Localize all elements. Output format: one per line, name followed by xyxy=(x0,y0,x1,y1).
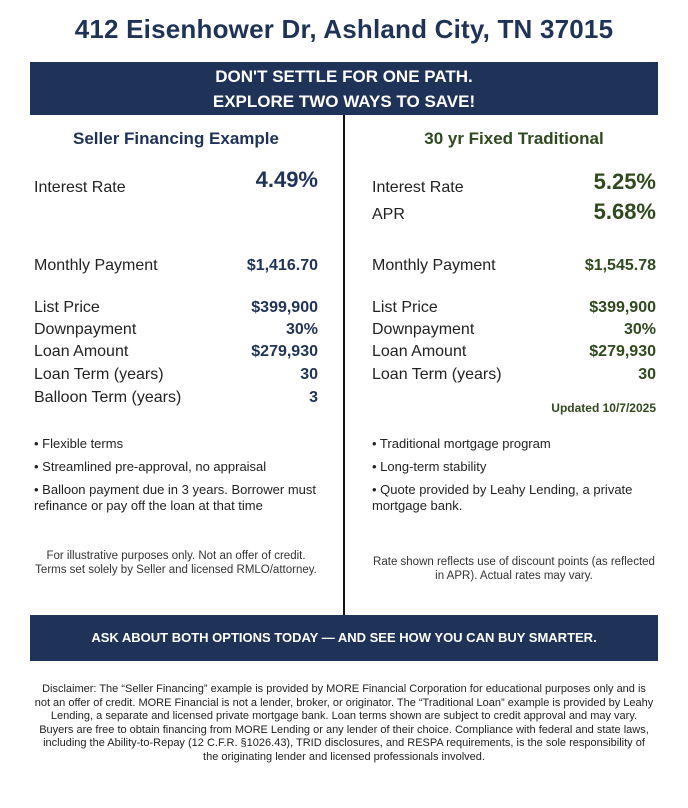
left-monthly-row xyxy=(34,255,318,277)
list-item: • Balloon payment due in 3 years. Borrower must refinance or pay off the loan at that time xyxy=(34,482,317,513)
right-loan-label: Loan Amount xyxy=(372,343,467,360)
right-apr-value: 5.68% xyxy=(593,199,656,224)
banner-line-1: DON'T SETTLE FOR ONE PATH. xyxy=(215,67,473,86)
left-term-label: Loan Term (years) xyxy=(34,366,164,383)
right-term-row xyxy=(372,364,656,386)
left-list-value: $399,900 xyxy=(251,299,318,316)
list-item: • Streamlined pre-approval, no appraisal xyxy=(34,459,267,474)
list-item: • Traditional mortgage program xyxy=(372,436,551,451)
left-interest-label: Interest Rate xyxy=(34,179,126,196)
right-interest-row xyxy=(372,169,656,199)
left-monthly-value: $1,416.70 xyxy=(246,257,318,274)
top-banner xyxy=(30,62,658,115)
left-monthly-label: Monthly Payment xyxy=(34,257,158,274)
updated-date: Updated 10/7/2025 xyxy=(551,401,656,415)
right-list-label: List Price xyxy=(372,299,438,316)
right-apr-label: APR xyxy=(372,206,405,223)
right-loan-value: $279,930 xyxy=(589,343,656,360)
banner-line-2: EXPLORE TWO WAYS TO SAVE! xyxy=(212,92,476,111)
right-list-value: $399,900 xyxy=(589,299,656,316)
right-monthly-label: Monthly Payment xyxy=(372,257,496,274)
left-bullet-list xyxy=(34,436,318,521)
left-term-row xyxy=(34,364,318,386)
right-list-row xyxy=(372,297,656,319)
traditional-heading: 30 yr Fixed Traditional xyxy=(424,129,604,148)
right-interest-label: Interest Rate xyxy=(372,179,464,196)
footer-banner: ASK ABOUT BOTH OPTIONS TODAY — AND SEE HOW YOU CAN BUY SMARTER. xyxy=(30,615,658,661)
left-list-label: List Price xyxy=(34,299,100,316)
left-interest-row xyxy=(34,167,318,196)
right-bullet-list xyxy=(372,436,656,521)
seller-financing-heading: Seller Financing Example xyxy=(73,129,279,148)
right-term-value: 30 xyxy=(638,366,656,383)
left-loan-value: $279,930 xyxy=(251,343,318,360)
property-address-title: 412 Eisenhower Dr, Ashland City, TN 37015 xyxy=(74,14,614,44)
right-down-label: Downpayment xyxy=(372,321,475,338)
list-item: • Quote provided by Leahy Lending, a private mortgage bank. xyxy=(372,482,633,513)
right-note: Rate shown reflects use of discount points (as reflected in APR). Actual rates may vary. xyxy=(373,556,655,582)
list-item: • Flexible terms xyxy=(34,436,124,451)
left-term-value: 30 xyxy=(300,366,318,383)
left-loan-label: Loan Amount xyxy=(34,343,129,360)
left-balloon-value: 3 xyxy=(309,389,318,406)
left-interest-value: 4.49% xyxy=(255,167,318,192)
left-balloon-label: Balloon Term (years) xyxy=(34,389,182,406)
left-note: For illustrative purposes only. Not an offer of credit. Terms set solely by Seller and licensed RMLO/attorney. xyxy=(35,550,317,576)
right-term-label: Loan Term (years) xyxy=(372,366,502,383)
left-list-row xyxy=(34,297,318,319)
right-down-value: 30% xyxy=(623,321,656,338)
left-balloon-row xyxy=(34,387,318,409)
list-item: • Long-term stability xyxy=(372,459,487,474)
left-down-value: 30% xyxy=(285,321,318,338)
right-monthly-row xyxy=(372,255,656,277)
right-interest-value: 5.25% xyxy=(593,169,656,194)
disclaimer-text: Disclaimer: The “Seller Financing” example is provided by MORE Financial Corporation for educational purposes only and is not an offer of credit. MORE Financial is not a lender, broker, or originator. The “Traditional Loan” example is provided by Leahy Lending, a separate and licensed private mortgage bank. Loan terms shown are subject to credit approval and may vary. Buyers are free to obtain financing from MORE Lending or any lender of their choice. Compliance with federal and state laws, including the Ability-to-Repay (12 C.F.R. §1026.43), TRID disclosures, and RESPA requirements, is the sole responsibility of the originating lender and licensed professionals involved. xyxy=(34,683,654,763)
right-down-row xyxy=(372,319,656,341)
right-monthly-value: $1,545.78 xyxy=(584,257,656,274)
right-apr-row xyxy=(372,199,656,226)
left-down-label: Downpayment xyxy=(34,321,137,338)
right-loan-row xyxy=(372,341,656,363)
left-loan-row xyxy=(34,341,318,363)
column-divider xyxy=(343,115,345,615)
left-down-row xyxy=(34,319,318,341)
